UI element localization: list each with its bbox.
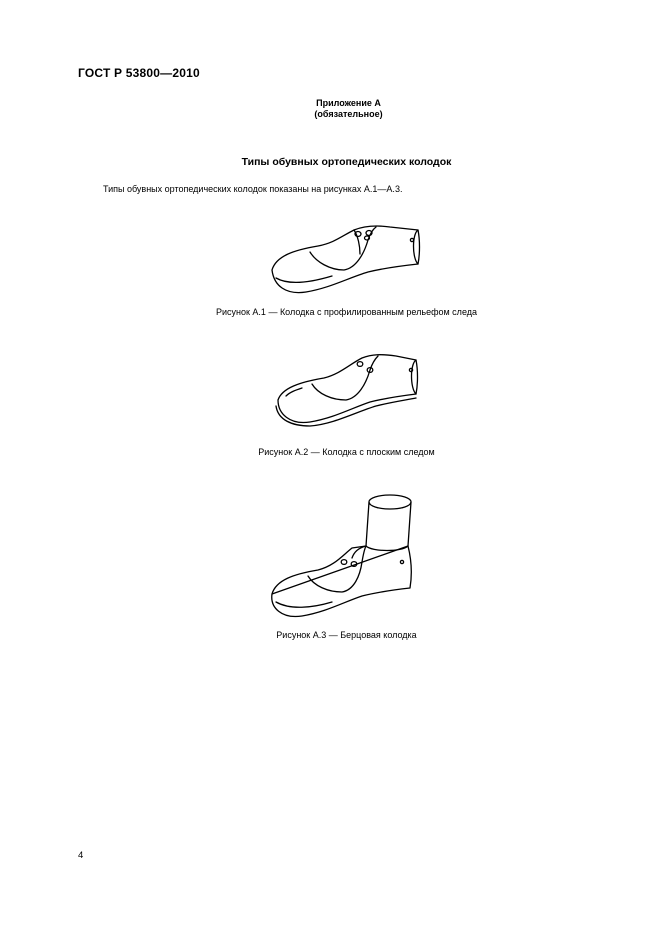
appendix-heading (0, 98, 661, 120)
section-title: Типы обувных ортопедических колодок (241, 156, 452, 168)
figure-caption-2: Рисунок А.2 — Колодка с плоским следом (258, 447, 435, 457)
shoe-last-profiled-icon (260, 218, 430, 300)
appendix-status: (обязательное) (314, 109, 383, 119)
document-code: ГОСТ Р 53800—2010 (78, 66, 200, 80)
intro-paragraph: Типы обувных ортопедических колодок показаны на рисунках А.1—А.3. (103, 184, 403, 194)
appendix-title: Приложение А (316, 98, 381, 108)
page-number: 4 (78, 850, 84, 861)
shoe-last-high-icon (262, 490, 424, 620)
shoe-last-flat-icon (268, 350, 428, 430)
figure-caption-1: Рисунок А.1 — Колодка с профилированным рельефом следа (215, 307, 478, 317)
figure-caption-3: Рисунок А.3 — Берцовая колодка (276, 630, 417, 640)
